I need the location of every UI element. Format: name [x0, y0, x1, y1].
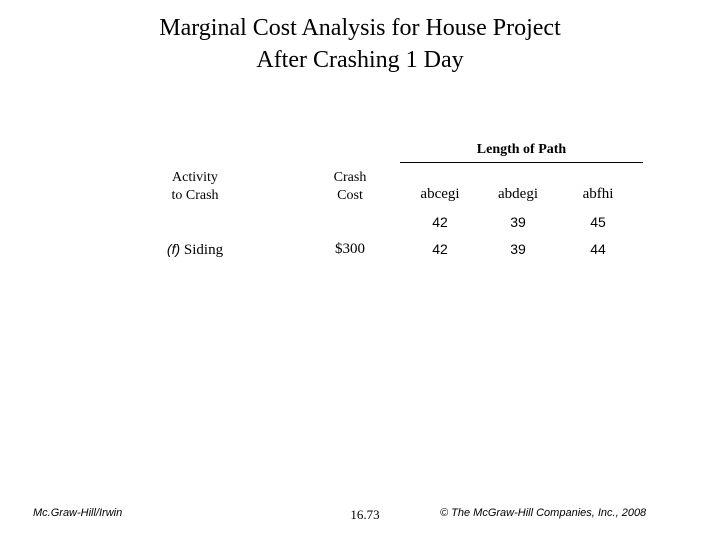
publisher-label: Mc.Graw-Hill/Irwin [33, 507, 123, 519]
cost-header-line-1: Crash [333, 170, 367, 185]
activity-header-line-1: Activity [172, 170, 218, 185]
header-divider [400, 162, 643, 163]
length-of-path-header: Length of Path [476, 142, 567, 157]
initial-length-abdegi: 39 [510, 214, 526, 230]
crash-cost-cell: $300 [335, 241, 365, 257]
activity-header-line-2: to Crash [171, 188, 219, 203]
path-header-abdegi: abdegi [498, 186, 538, 202]
length-cell-abfhi: 44 [590, 241, 606, 257]
path-header-abfhi: abfhi [582, 186, 614, 202]
crash-cost-column-header [310, 169, 390, 205]
length-cell-abcegi: 42 [432, 241, 448, 257]
activity-cell [145, 240, 245, 259]
title-line-2: After Crashing 1 Day [256, 47, 464, 73]
length-cell-abdegi: 39 [510, 241, 526, 257]
initial-length-abcegi: 42 [432, 214, 448, 230]
title-line-1: Marginal Cost Analysis for House Project [159, 15, 561, 41]
activity-name: Siding [180, 242, 224, 258]
initial-length-abfhi: 45 [590, 214, 606, 230]
cost-header-line-2: Cost [337, 188, 363, 203]
activity-column-header [145, 169, 245, 205]
path-header-abcegi: abcegi [420, 186, 460, 202]
copyright-label: © The McGraw-Hill Companies, Inc., 2008 [440, 507, 647, 519]
slide-title [0, 12, 720, 76]
slide-number: 16.73 [350, 507, 380, 522]
activity-letter: (f) [166, 241, 181, 257]
